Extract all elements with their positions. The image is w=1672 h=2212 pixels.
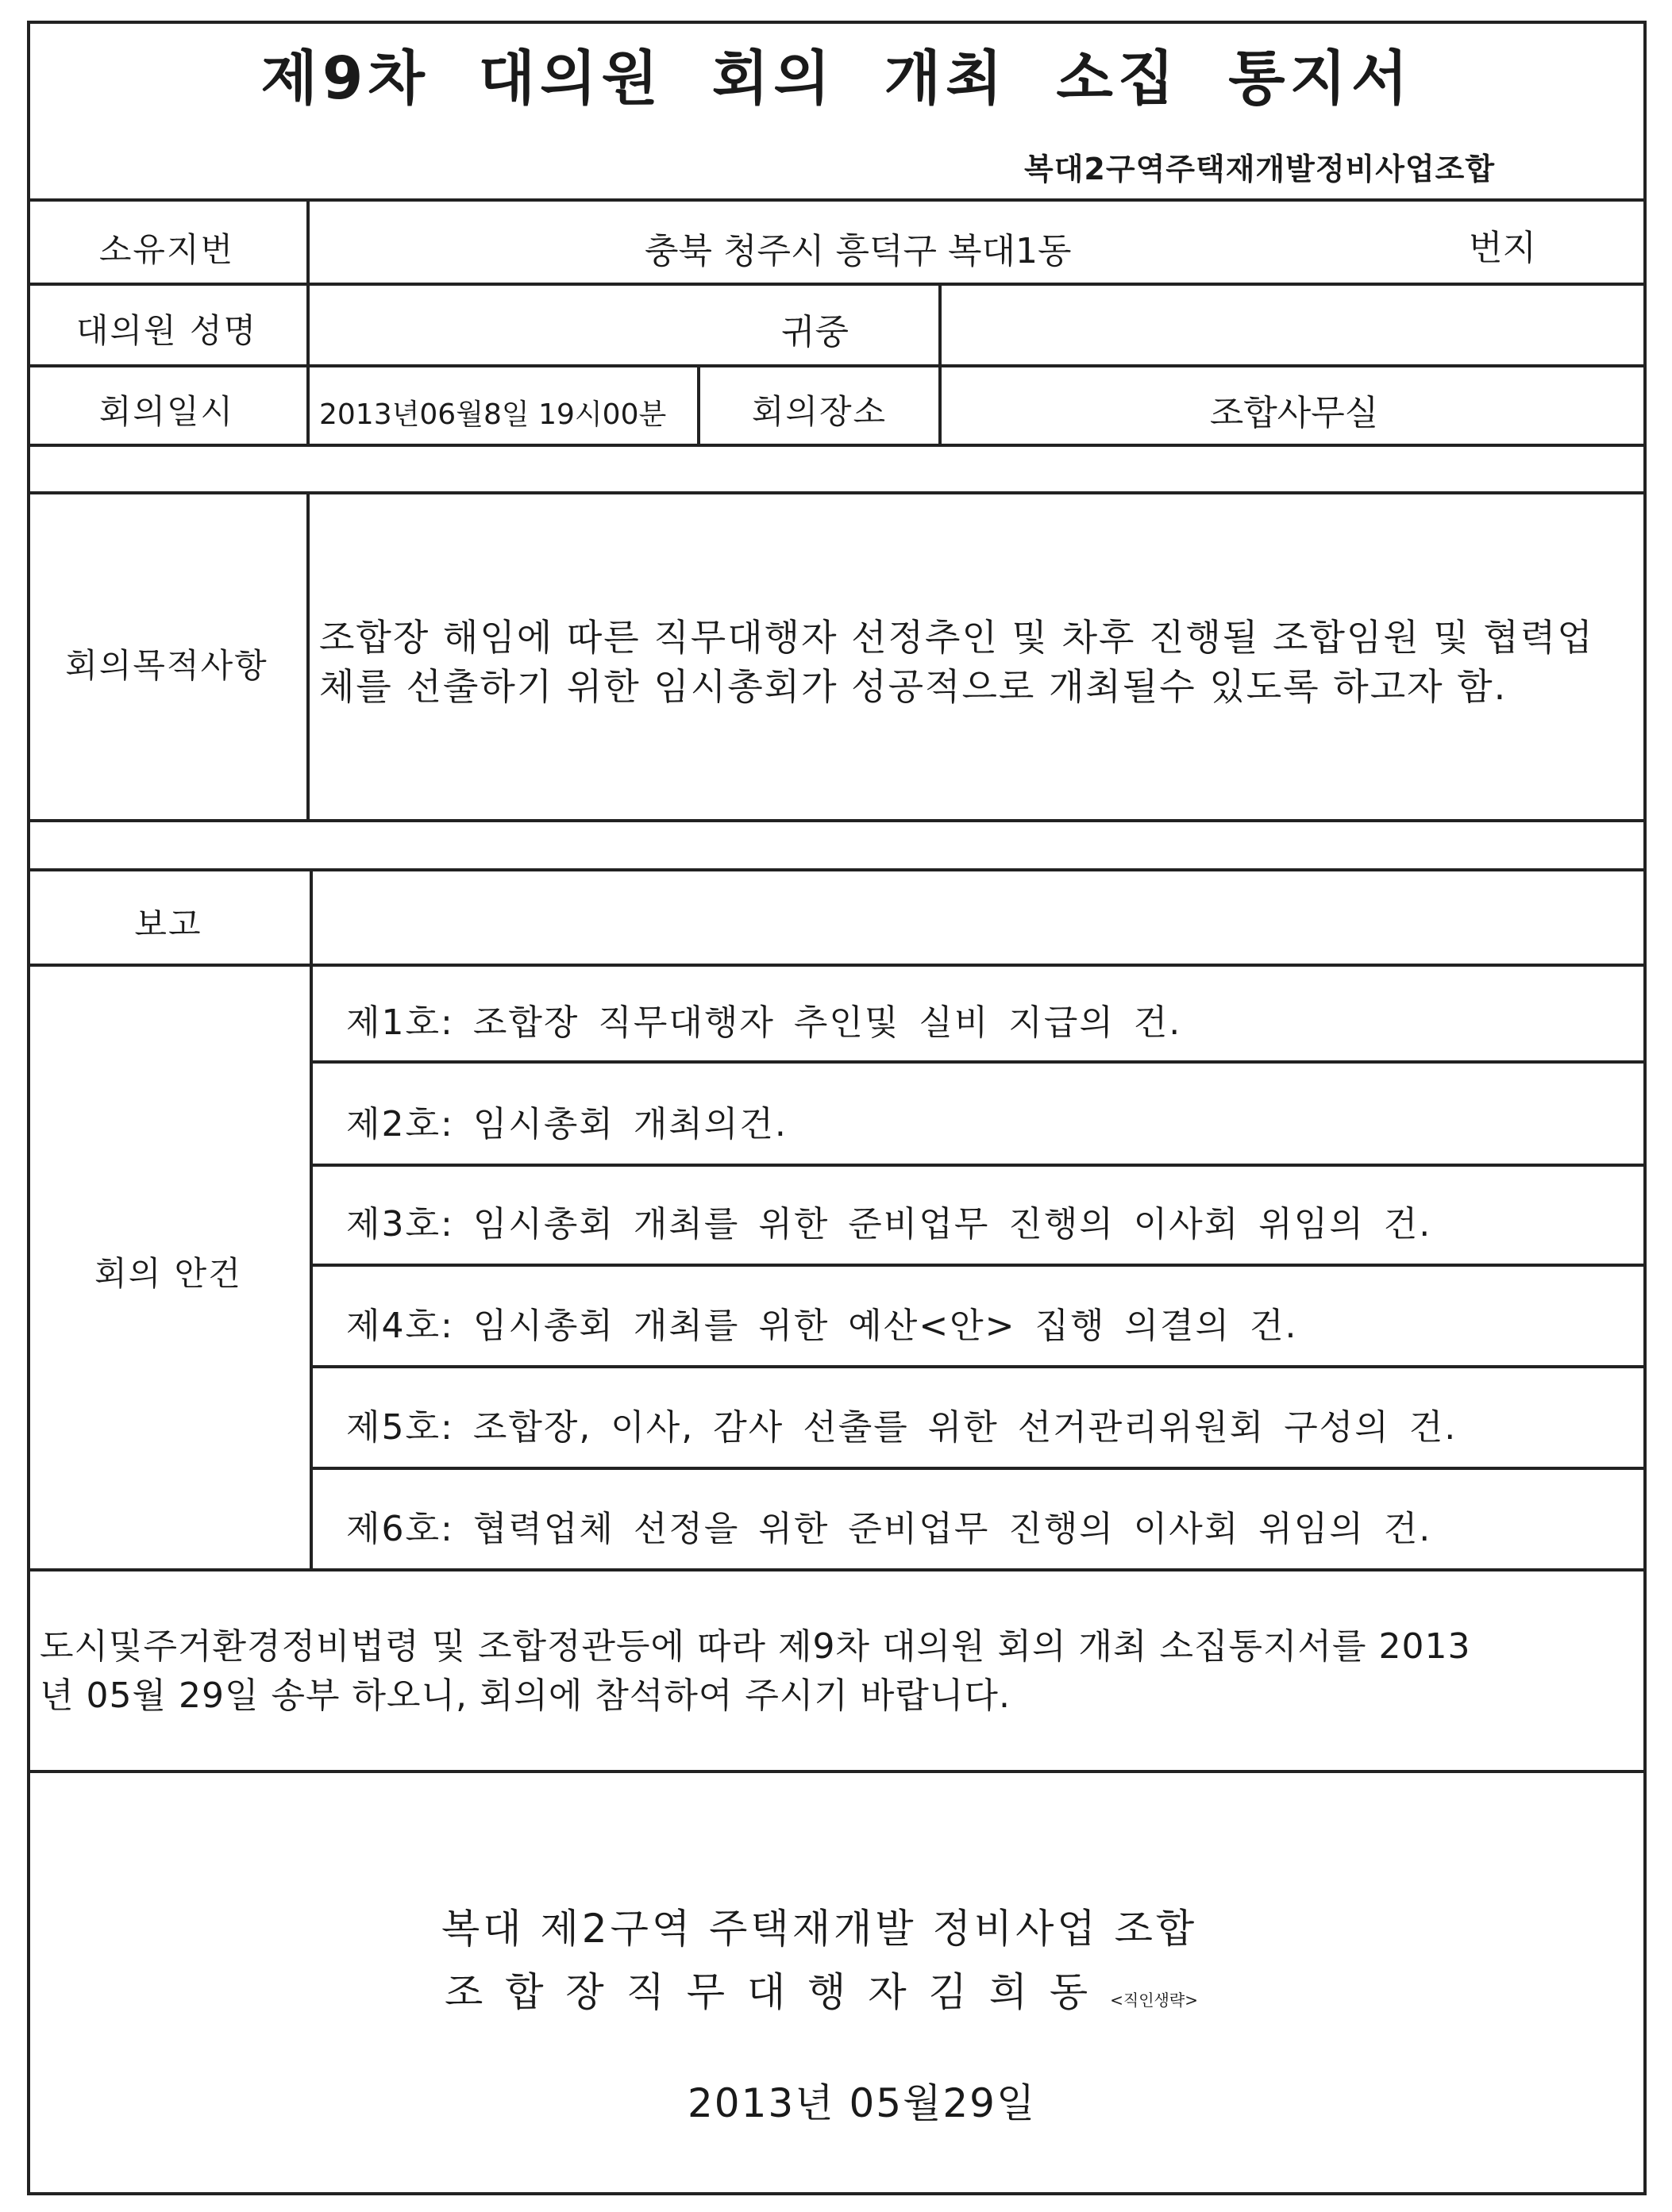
venue-value: 조합사무실 xyxy=(1209,393,1379,433)
rule-agenda-4 xyxy=(311,1365,1647,1368)
document-title: 제9차 대의원 회의 개최 소집 통지서 xyxy=(260,44,1413,113)
agenda-item-2: 제2호: 임시총회 개최의건. xyxy=(346,1104,788,1144)
agenda-label: 회의 안건 xyxy=(94,1254,242,1293)
signature-date: 2013년 05월29일 xyxy=(688,2080,1037,2126)
delegate-honorific: 귀중 xyxy=(781,312,849,352)
delegate-label: 대의원 성명 xyxy=(75,311,258,350)
seal-omitted-note: <직인생략> xyxy=(1110,1991,1198,2010)
report-label: 보고 xyxy=(134,905,202,944)
parcel-suffix: 번지 xyxy=(1469,228,1537,268)
rule-agenda-2 xyxy=(311,1164,1647,1167)
datetime-label: 회의일시 xyxy=(98,392,235,431)
rule-report-bottom xyxy=(27,964,1647,967)
notice-line-1: 도시및주거환경정비법령 및 조합정관등에 따라 제9차 대의원 회의 개최 소집통지서를 2013 xyxy=(40,1626,1471,1667)
agenda-item-4: 제4호: 임시총회 개최를 위한 예산<안> 집행 의결의 건. xyxy=(346,1306,1298,1346)
organization-name: 복대2구역주택재개발정비사업조합 xyxy=(1024,152,1496,187)
signature-organization: 복대 제2구역 주택재개발 정비사업 조합 xyxy=(441,1906,1198,1952)
rule-notice-bottom xyxy=(27,1770,1647,1773)
rule-spacer-2 xyxy=(27,868,1647,871)
divider-label-col-top xyxy=(306,198,310,447)
signature-role xyxy=(445,1960,1198,2018)
parcel-value: 충북 청주시 흥덕구 복대1동 xyxy=(645,231,1072,271)
rule-delegate-bottom xyxy=(27,364,1647,367)
parcel-label: 소유지번 xyxy=(98,230,235,269)
rule-datetime-bottom xyxy=(27,444,1647,447)
purpose-label: 회의목적사항 xyxy=(65,646,268,685)
rule-agenda-bottom xyxy=(27,1568,1647,1571)
agenda-item-5: 제5호: 조합장, 이사, 감사 선출를 위한 선거관리위원회 구성의 건. xyxy=(346,1407,1458,1448)
divider-agenda-col xyxy=(310,868,313,1571)
rule-title-bottom xyxy=(27,198,1647,202)
agenda-item-1: 제1호: 조합장 직무대행자 추인및 실비 지급의 건. xyxy=(346,1002,1182,1043)
datetime-value: 2013년06월8일 19시00분 xyxy=(319,398,667,431)
rule-agenda-5 xyxy=(311,1467,1647,1470)
purpose-text xyxy=(319,613,1594,711)
agenda-item-6: 제6호: 협력업체 선정을 위한 준비업무 진행의 이사회 위임의 건. xyxy=(346,1509,1432,1549)
divider-purpose-col xyxy=(306,491,310,822)
purpose-line-2: 체를 선출하기 위한 임시총회가 성공적으로 개최될수 있도록 하고자 함. xyxy=(319,665,1508,708)
notice-line-2: 년 05월 29일 송부 하오니, 회의에 참석하여 주시기 바랍니다. xyxy=(40,1675,1011,1716)
rule-purpose-bottom xyxy=(27,819,1647,822)
agenda-item-3: 제3호: 임시총회 개최를 위한 준비업무 진행의 이사회 위임의 건. xyxy=(346,1204,1432,1244)
rule-agenda-1 xyxy=(311,1060,1647,1064)
rule-spacer-1 xyxy=(27,491,1647,494)
rule-agenda-3 xyxy=(311,1264,1647,1267)
rule-parcel-bottom xyxy=(27,283,1647,286)
purpose-line-1: 조합장 해임에 따른 직무대행자 선정추인 및 차후 진행될 조합임원 및 협력업 xyxy=(319,616,1594,659)
venue-label: 회의장소 xyxy=(751,392,888,431)
notice-text xyxy=(40,1622,1470,1721)
signature-role-name: 조 합 장 직 무 대 행 자 김 희 동 xyxy=(445,1969,1093,2015)
